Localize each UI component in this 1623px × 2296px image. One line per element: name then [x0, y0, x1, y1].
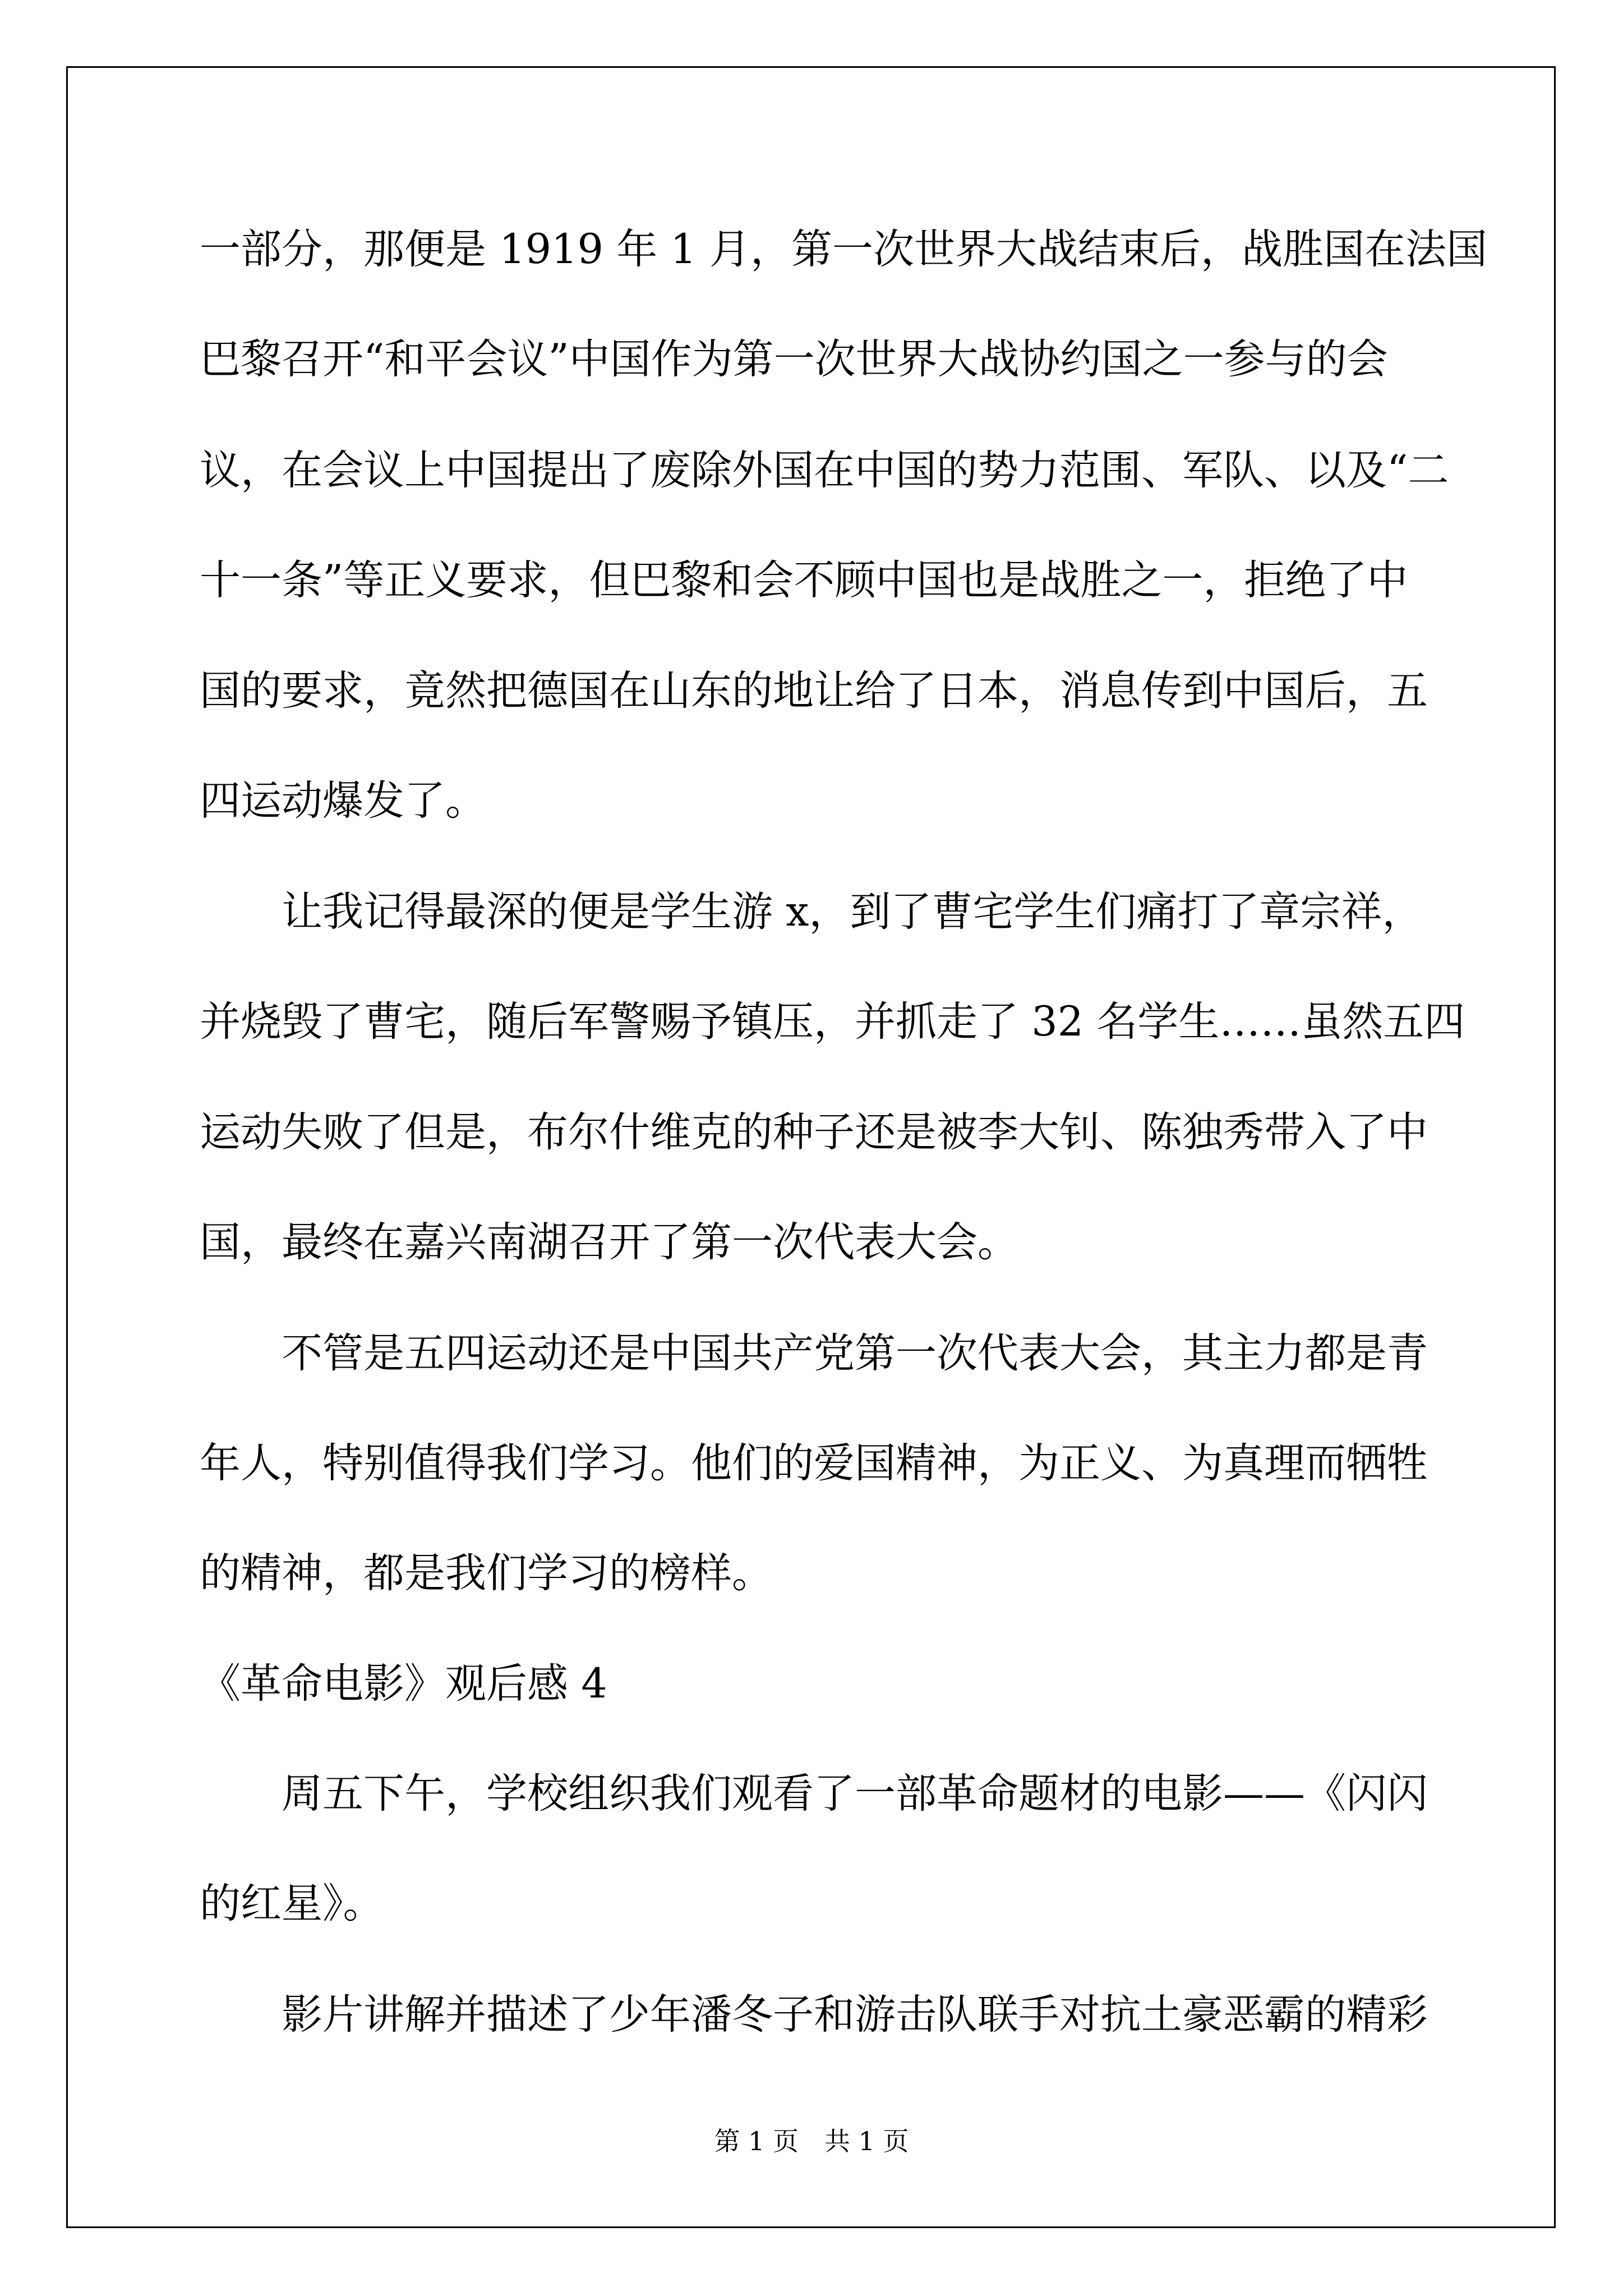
text-line: 并烧毁了曹宅，随后军警赐予镇压，并抓走了 32 名学生……虽然五四	[200, 998, 1465, 1046]
text-line: 影片讲解并描述了少年潘冬子和游击队联手对抗土豪恶霸的精彩	[200, 1991, 1428, 2039]
text-line: 运动失败了但是，布尔什维克的种子还是被李大钊、陈独秀带入了中	[200, 1108, 1428, 1156]
text-line: 巴黎召开“和平会议”中国作为第一次世界大战协约国之一参与的会	[200, 335, 1388, 383]
page-footer: 第 1 页 共 1 页	[714, 2126, 909, 2156]
text-line: 周五下午，学校组织我们观看了一部革命题材的电影——《闪闪	[200, 1770, 1428, 1818]
text-line: 不管是五四运动还是中国共产党第一次代表大会，其主力都是青	[200, 1329, 1428, 1377]
text-line: 议，在会议上中国提出了废除外国在中国的势力范围、军队、以及“二	[200, 447, 1449, 494]
text-line: 一部分，那便是 1919 年 1 月，第一次世界大战结束后，战胜国在法国	[200, 226, 1488, 273]
text-line: 国，最终在嘉兴南湖召开了第一次代表大会。	[200, 1218, 1018, 1266]
section-heading: 《革命电影》观后感 4	[200, 1660, 607, 1708]
text-line: 的红星》。	[200, 1880, 384, 1927]
text-line: 四运动爆发了。	[200, 777, 486, 825]
text-line: 十一条”等正义要求，但巴黎和会不顾中国也是战胜之一，拒绝了中	[200, 556, 1408, 604]
text-line: 让我记得最深的便是学生游 x，到了曹宅学生们痛打了章宗祥，	[200, 888, 1423, 936]
text-line: 年人，特别值得我们学习。他们的爱国精神，为正义、为真理而牺牲	[200, 1439, 1428, 1487]
text-line: 的精神，都是我们学习的榜样。	[200, 1549, 773, 1597]
text-line: 国的要求，竟然把德国在山东的地让给了日本，消息传到中国后，五	[200, 667, 1428, 715]
